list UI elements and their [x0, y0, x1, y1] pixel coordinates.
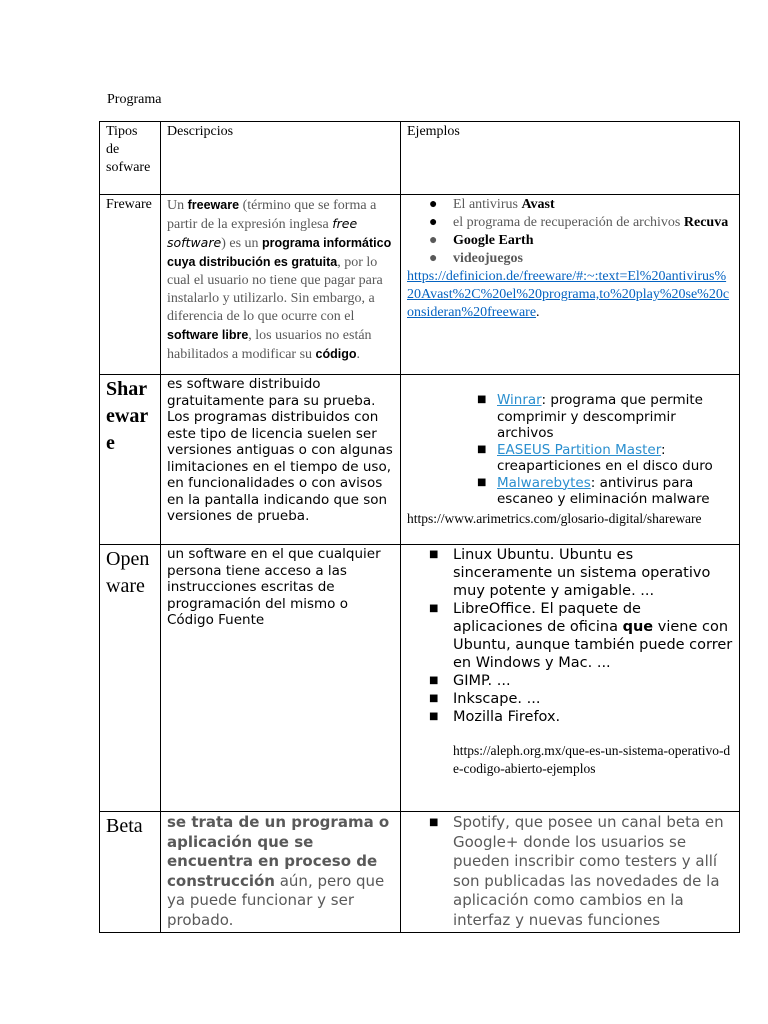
freeware-examples-cell — [401, 195, 740, 375]
bullet-icon: ● — [429, 233, 438, 248]
example-bold: Avast — [521, 197, 555, 212]
shareware-source: https://www.arimetrics.com/glosario-digital/shareware — [407, 510, 702, 526]
list-item — [407, 232, 733, 250]
example-text: LibreOffice. El paquete de aplicaciones de oficina — [453, 601, 641, 635]
openware-examples-cell — [401, 545, 740, 812]
table-row-beta — [100, 812, 740, 933]
bullet-icon: ■ — [477, 476, 487, 488]
beta-type-cell — [100, 812, 161, 933]
list-item — [477, 475, 733, 508]
list-item — [407, 690, 733, 708]
example-text: El antivirus — [453, 197, 522, 212]
example-text: : creaparticiones en el disco duro — [497, 441, 713, 474]
shareware-desc-cell — [161, 375, 401, 545]
freeware-desc-bold: software libre — [167, 328, 249, 342]
example-text: el programa de recuperación de archivos — [453, 215, 684, 230]
example-text: viene con Ubuntu, aunque también puede correr en Windows y Mac. ... — [453, 619, 733, 671]
bullet-icon: ● — [429, 197, 438, 212]
freeware-desc-bold: freeware — [187, 198, 240, 212]
openware-examples-list — [407, 546, 733, 726]
beta-type: Beta — [106, 815, 143, 837]
header-examples-label: Ejemplos — [407, 124, 460, 139]
table-row-openware — [100, 545, 740, 812]
freeware-desc-bold: código — [315, 347, 357, 361]
list-item — [477, 442, 733, 475]
freeware-desc-text: , por lo cual el usuario no tiene que pagar para instalarlo y utilizarlo. Sin embargo, a diferencia de lo que ocurre con el — [167, 255, 383, 324]
bullet-icon: ■ — [429, 693, 439, 704]
source-end: . — [536, 305, 540, 320]
bullet-icon: ● — [429, 215, 438, 230]
freeware-desc-text: ) es un — [221, 236, 263, 251]
freeware-desc-cell — [161, 195, 401, 375]
bullet-icon: ■ — [429, 603, 439, 614]
header-description-label: Descripcios — [167, 124, 234, 139]
freeware-desc-text: Un — [167, 198, 188, 213]
openware-source: https://aleph.org.mx/que-es-un-sistema-operativo-de-codigo-abierto-ejemplos — [453, 743, 731, 776]
easeus-link[interactable]: EASEUS Partition Master — [497, 441, 662, 458]
bullet-icon: ■ — [429, 817, 439, 828]
example-bold: Google Earth — [453, 233, 534, 248]
openware-desc-cell — [161, 545, 401, 812]
example-text: Linux Ubuntu. Ubuntu es sinceramente un sistema operativo muy potente y amigable. ... — [453, 547, 711, 599]
list-item — [407, 214, 733, 232]
example-bold: videojuegos — [453, 251, 523, 266]
openware-desc: un software en el que cualquier persona tiene acceso a las instrucciones escritas de programación del mismo o Código Fuente — [167, 546, 381, 628]
freeware-source-link[interactable]: https://definicion.de/freeware/#:~:text=El%20antivirus%20Avast%2C%20el%20programa,to%20play%20se%20consideran%20freeware — [407, 269, 730, 320]
shareware-type-cell — [100, 375, 161, 545]
list-item — [407, 813, 733, 930]
header-type — [100, 122, 161, 195]
list-item — [407, 672, 733, 690]
table-row-shareware — [100, 375, 740, 545]
shareware-examples-list — [477, 392, 733, 508]
freeware-desc-text: (término que se forma a partir de la expresión inglesa — [167, 198, 377, 232]
bullet-icon: ■ — [477, 443, 487, 455]
freeware-desc-text: , los usuarios no están habilitados a modificar su — [167, 328, 372, 362]
shareware-type: Shareware — [106, 378, 149, 454]
freeware-type: Freware — [106, 197, 152, 212]
list-item — [407, 250, 733, 268]
bullet-icon: ■ — [429, 549, 439, 560]
list-item — [407, 708, 733, 726]
bullet-icon: ■ — [477, 394, 487, 405]
malwarebytes-link[interactable]: Malwarebytes — [497, 474, 591, 491]
example-text: Spotify, que posee un canal beta en Google+ donde los usuarios se pueden inscribir como testers y allí son publicadas las novedades de la aplicación como cambios en la interfaz y nuevas funciones — [453, 813, 724, 929]
table-header-row — [100, 122, 740, 195]
list-item — [407, 546, 733, 600]
example-text: GIMP. ... — [453, 673, 511, 689]
freeware-examples-list — [407, 196, 733, 268]
beta-desc-rest: aún, pero que ya puede funcionar y ser probado. — [167, 871, 385, 929]
table-row-freeware — [100, 195, 740, 375]
beta-examples-cell — [401, 812, 740, 933]
header-description — [161, 122, 401, 195]
example-text: Inkscape. ... — [453, 691, 541, 707]
list-item — [407, 196, 733, 214]
openware-type-cell — [100, 545, 161, 812]
shareware-desc: es software distribuido gratuitamente para su prueba. Los programas distribuidos con este tipo de licencia suelen ser versiones antiguas o con algunas limitaciones en el tiempo de uso, en funcionalidades o con avisos en la pantalla indicando que son versiones de prueba. — [167, 376, 393, 524]
header-type-label: Tipos de sofware — [106, 124, 151, 175]
freeware-type-cell — [100, 195, 161, 375]
example-text: Mozilla Firefox. — [453, 709, 561, 725]
example-bold: Recuva — [683, 215, 729, 230]
beta-desc-cell — [161, 812, 401, 933]
bullet-icon: ● — [429, 251, 438, 266]
openware-type: Openware — [106, 548, 150, 597]
freeware-desc-bold: programa informático cuya distribución es gratuita — [167, 236, 392, 269]
shareware-examples-cell — [401, 375, 740, 545]
beta-desc-bold: se trata de un programa o aplicación que se encuentra en proceso de construcción — [167, 813, 390, 890]
freeware-desc-italic: free software — [167, 216, 358, 250]
software-types-table — [99, 121, 740, 933]
example-text: : antivirus para escaneo y eliminación malware — [497, 474, 710, 507]
list-item — [407, 600, 733, 672]
list-item — [477, 392, 733, 442]
bullet-icon: ■ — [429, 675, 439, 686]
freeware-desc-text: . — [356, 347, 360, 362]
example-text: : programa que permite comprimir y descomprimir archivos — [497, 392, 703, 441]
beta-examples-list — [407, 813, 733, 930]
document-title: Programa — [107, 92, 162, 107]
header-examples — [401, 122, 740, 195]
example-bold: que — [622, 619, 654, 635]
winrar-link[interactable]: Winrar — [497, 392, 542, 408]
bullet-icon: ■ — [429, 711, 439, 722]
